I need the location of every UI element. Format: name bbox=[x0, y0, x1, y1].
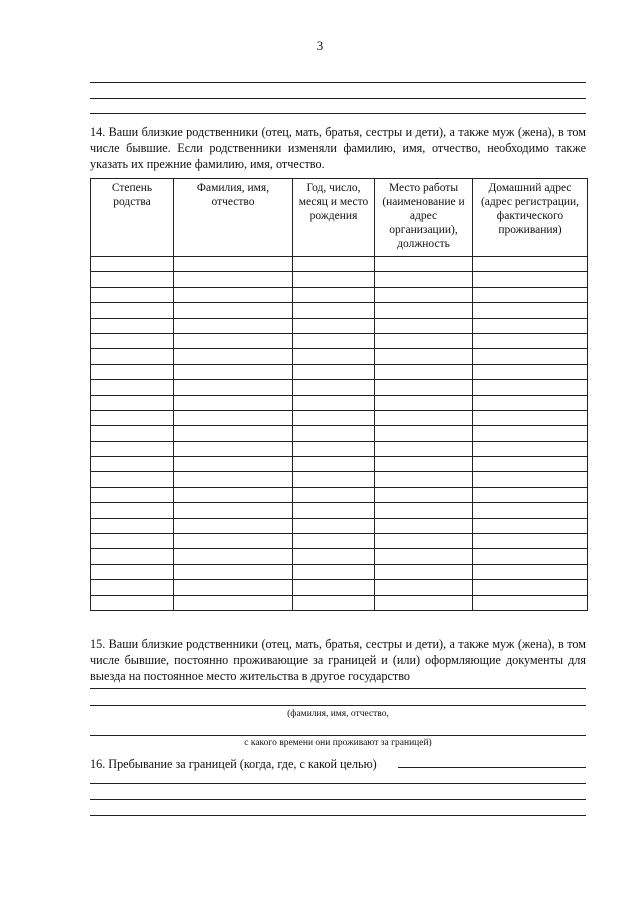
table-cell[interactable] bbox=[473, 349, 588, 364]
table-cell[interactable] bbox=[174, 287, 293, 302]
table-cell[interactable] bbox=[91, 564, 174, 579]
table-cell[interactable] bbox=[473, 503, 588, 518]
answer-line[interactable] bbox=[90, 688, 586, 689]
relatives-table-body bbox=[91, 257, 588, 611]
table-cell[interactable] bbox=[293, 272, 375, 287]
table-cell[interactable] bbox=[375, 426, 473, 441]
table-cell[interactable] bbox=[293, 457, 375, 472]
table-cell[interactable] bbox=[174, 333, 293, 348]
section-15-caption-name: (фамилия, имя, отчество, bbox=[287, 709, 389, 719]
table-row bbox=[91, 534, 588, 549]
table-cell[interactable] bbox=[293, 564, 375, 579]
table-cell[interactable] bbox=[91, 595, 174, 610]
answer-line[interactable] bbox=[90, 98, 586, 99]
table-cell[interactable] bbox=[91, 272, 174, 287]
table-header-row bbox=[91, 179, 588, 257]
table-cell[interactable] bbox=[174, 534, 293, 549]
table-cell[interactable] bbox=[174, 395, 293, 410]
table-cell[interactable] bbox=[174, 595, 293, 610]
table-cell[interactable] bbox=[293, 349, 375, 364]
table-cell[interactable] bbox=[91, 303, 174, 318]
table-cell[interactable] bbox=[375, 318, 473, 333]
table-cell[interactable] bbox=[375, 303, 473, 318]
table-cell[interactable] bbox=[375, 549, 473, 564]
table-cell[interactable] bbox=[375, 534, 473, 549]
answer-line[interactable] bbox=[90, 815, 586, 816]
table-cell[interactable] bbox=[375, 333, 473, 348]
answer-line[interactable] bbox=[90, 705, 586, 706]
table-cell[interactable] bbox=[174, 303, 293, 318]
table-cell[interactable] bbox=[473, 395, 588, 410]
table-cell[interactable] bbox=[293, 549, 375, 564]
table-cell[interactable] bbox=[174, 410, 293, 425]
table-row bbox=[91, 549, 588, 564]
table-cell[interactable] bbox=[293, 364, 375, 379]
table-cell[interactable] bbox=[473, 287, 588, 302]
table-cell[interactable] bbox=[91, 518, 174, 533]
column-header-birth: Год, число, месяц и место рождения bbox=[293, 179, 375, 257]
table-row bbox=[91, 426, 588, 441]
table-row bbox=[91, 457, 588, 472]
table-cell[interactable] bbox=[91, 534, 174, 549]
table-cell[interactable] bbox=[473, 441, 588, 456]
table-cell[interactable] bbox=[293, 518, 375, 533]
table-cell[interactable] bbox=[91, 457, 174, 472]
table-cell[interactable] bbox=[91, 333, 174, 348]
table-cell[interactable] bbox=[174, 487, 293, 502]
table-row bbox=[91, 318, 588, 333]
table-cell[interactable] bbox=[174, 564, 293, 579]
table-cell[interactable] bbox=[91, 426, 174, 441]
table-cell[interactable] bbox=[293, 303, 375, 318]
table-cell[interactable] bbox=[174, 272, 293, 287]
table-cell[interactable] bbox=[473, 318, 588, 333]
table-cell[interactable] bbox=[375, 503, 473, 518]
table-cell[interactable] bbox=[473, 457, 588, 472]
table-cell[interactable] bbox=[174, 318, 293, 333]
table-cell[interactable] bbox=[91, 580, 174, 595]
table-cell[interactable] bbox=[293, 580, 375, 595]
table-row bbox=[91, 380, 588, 395]
table-cell[interactable] bbox=[174, 549, 293, 564]
table-cell[interactable] bbox=[174, 503, 293, 518]
table-row bbox=[91, 272, 588, 287]
column-header-address: Домашний адрес (адрес регистрации, фактического проживания) bbox=[473, 179, 588, 257]
table-cell[interactable] bbox=[91, 395, 174, 410]
table-row bbox=[91, 580, 588, 595]
table-cell[interactable] bbox=[473, 580, 588, 595]
table-row bbox=[91, 410, 588, 425]
table-cell[interactable] bbox=[174, 426, 293, 441]
table-cell[interactable] bbox=[293, 534, 375, 549]
table-cell[interactable] bbox=[473, 333, 588, 348]
table-row bbox=[91, 349, 588, 364]
table-cell[interactable] bbox=[375, 518, 473, 533]
column-header-full-name: Фамилия, имя, отчество bbox=[174, 179, 293, 257]
table-cell[interactable] bbox=[293, 503, 375, 518]
table-cell[interactable] bbox=[375, 349, 473, 364]
table-row bbox=[91, 287, 588, 302]
table-cell[interactable] bbox=[174, 349, 293, 364]
table-cell[interactable] bbox=[91, 380, 174, 395]
table-cell[interactable] bbox=[375, 364, 473, 379]
answer-line[interactable] bbox=[90, 113, 586, 114]
table-cell[interactable] bbox=[375, 487, 473, 502]
table-cell[interactable] bbox=[293, 441, 375, 456]
table-cell[interactable] bbox=[91, 441, 174, 456]
table-cell[interactable] bbox=[174, 380, 293, 395]
table-cell[interactable] bbox=[375, 564, 473, 579]
table-cell[interactable] bbox=[174, 580, 293, 595]
table-cell[interactable] bbox=[375, 272, 473, 287]
table-cell[interactable] bbox=[91, 549, 174, 564]
table-row bbox=[91, 333, 588, 348]
table-cell[interactable] bbox=[473, 257, 588, 272]
table-cell[interactable] bbox=[174, 457, 293, 472]
table-cell[interactable] bbox=[293, 487, 375, 502]
table-cell[interactable] bbox=[174, 518, 293, 533]
table-cell[interactable] bbox=[293, 257, 375, 272]
table-row bbox=[91, 518, 588, 533]
table-row bbox=[91, 303, 588, 318]
table-cell[interactable] bbox=[91, 472, 174, 487]
section-14-question: 14. Ваши близкие родственники (отец, мать, братья, сестры и дети), а также муж (жена), в том числе бывшие. Если родственники изменяли фамилию, имя, отчество, необходимо также указать их прежние фамилию, имя, отчество. bbox=[90, 125, 586, 171]
table-cell[interactable] bbox=[375, 410, 473, 425]
table-row bbox=[91, 395, 588, 410]
table-row bbox=[91, 487, 588, 502]
table-cell[interactable] bbox=[293, 410, 375, 425]
section-15-caption-since: с какого времени они проживают за границей) bbox=[244, 738, 432, 748]
table-cell[interactable] bbox=[91, 287, 174, 302]
relatives-table bbox=[90, 178, 588, 611]
column-header-workplace: Место работы (наименование и адрес организации), должность bbox=[375, 179, 473, 257]
table-cell[interactable] bbox=[174, 257, 293, 272]
table-cell[interactable] bbox=[375, 595, 473, 610]
table-cell[interactable] bbox=[293, 395, 375, 410]
answer-line[interactable] bbox=[90, 783, 586, 784]
table-cell[interactable] bbox=[375, 395, 473, 410]
table-cell[interactable] bbox=[174, 472, 293, 487]
table-cell[interactable] bbox=[473, 303, 588, 318]
table-cell[interactable] bbox=[293, 380, 375, 395]
column-header-relation: Степень родства bbox=[91, 179, 174, 257]
page-number: 3 bbox=[316, 38, 324, 53]
table-cell[interactable] bbox=[473, 364, 588, 379]
table-cell[interactable] bbox=[375, 580, 473, 595]
section-15-question: 15. Ваши близкие родственники (отец, мать, братья, сестры и дети), а также муж (жена), в том числе бывшие, постоянно проживающие за границей и (или) оформляющие документы для выезда на постоянное место жительства в другое государство bbox=[90, 637, 586, 683]
table-cell[interactable] bbox=[375, 472, 473, 487]
table-cell[interactable] bbox=[91, 318, 174, 333]
table-cell[interactable] bbox=[91, 257, 174, 272]
table-cell[interactable] bbox=[293, 595, 375, 610]
table-cell[interactable] bbox=[473, 410, 588, 425]
table-cell[interactable] bbox=[473, 272, 588, 287]
table-row bbox=[91, 441, 588, 456]
table-cell[interactable] bbox=[375, 457, 473, 472]
table-cell[interactable] bbox=[375, 287, 473, 302]
table-row bbox=[91, 472, 588, 487]
table-row bbox=[91, 364, 588, 379]
table-cell[interactable] bbox=[91, 487, 174, 502]
section-16-question: 16. Пребывание за границей (когда, где, с какой целью) bbox=[90, 757, 377, 771]
table-cell[interactable] bbox=[174, 364, 293, 379]
table-cell[interactable] bbox=[473, 518, 588, 533]
table-cell[interactable] bbox=[293, 333, 375, 348]
table-cell[interactable] bbox=[473, 549, 588, 564]
table-cell[interactable] bbox=[473, 534, 588, 549]
table-cell[interactable] bbox=[473, 472, 588, 487]
table-cell[interactable] bbox=[174, 441, 293, 456]
table-cell[interactable] bbox=[473, 595, 588, 610]
table-cell[interactable] bbox=[91, 349, 174, 364]
table-cell[interactable] bbox=[473, 487, 588, 502]
answer-line[interactable] bbox=[90, 82, 586, 83]
table-cell[interactable] bbox=[473, 426, 588, 441]
table-cell[interactable] bbox=[293, 287, 375, 302]
table-cell[interactable] bbox=[473, 380, 588, 395]
table-cell[interactable] bbox=[91, 364, 174, 379]
table-row bbox=[91, 503, 588, 518]
answer-line[interactable] bbox=[398, 767, 586, 768]
table-cell[interactable] bbox=[473, 564, 588, 579]
table-row bbox=[91, 595, 588, 610]
table-cell[interactable] bbox=[293, 426, 375, 441]
table-cell[interactable] bbox=[293, 318, 375, 333]
table-cell[interactable] bbox=[91, 503, 174, 518]
table-cell[interactable] bbox=[375, 257, 473, 272]
table-cell[interactable] bbox=[91, 410, 174, 425]
answer-line[interactable] bbox=[90, 799, 586, 800]
table-cell[interactable] bbox=[375, 441, 473, 456]
table-cell[interactable] bbox=[375, 380, 473, 395]
table-row bbox=[91, 564, 588, 579]
table-row bbox=[91, 257, 588, 272]
answer-line[interactable] bbox=[90, 735, 586, 736]
table-cell[interactable] bbox=[293, 472, 375, 487]
